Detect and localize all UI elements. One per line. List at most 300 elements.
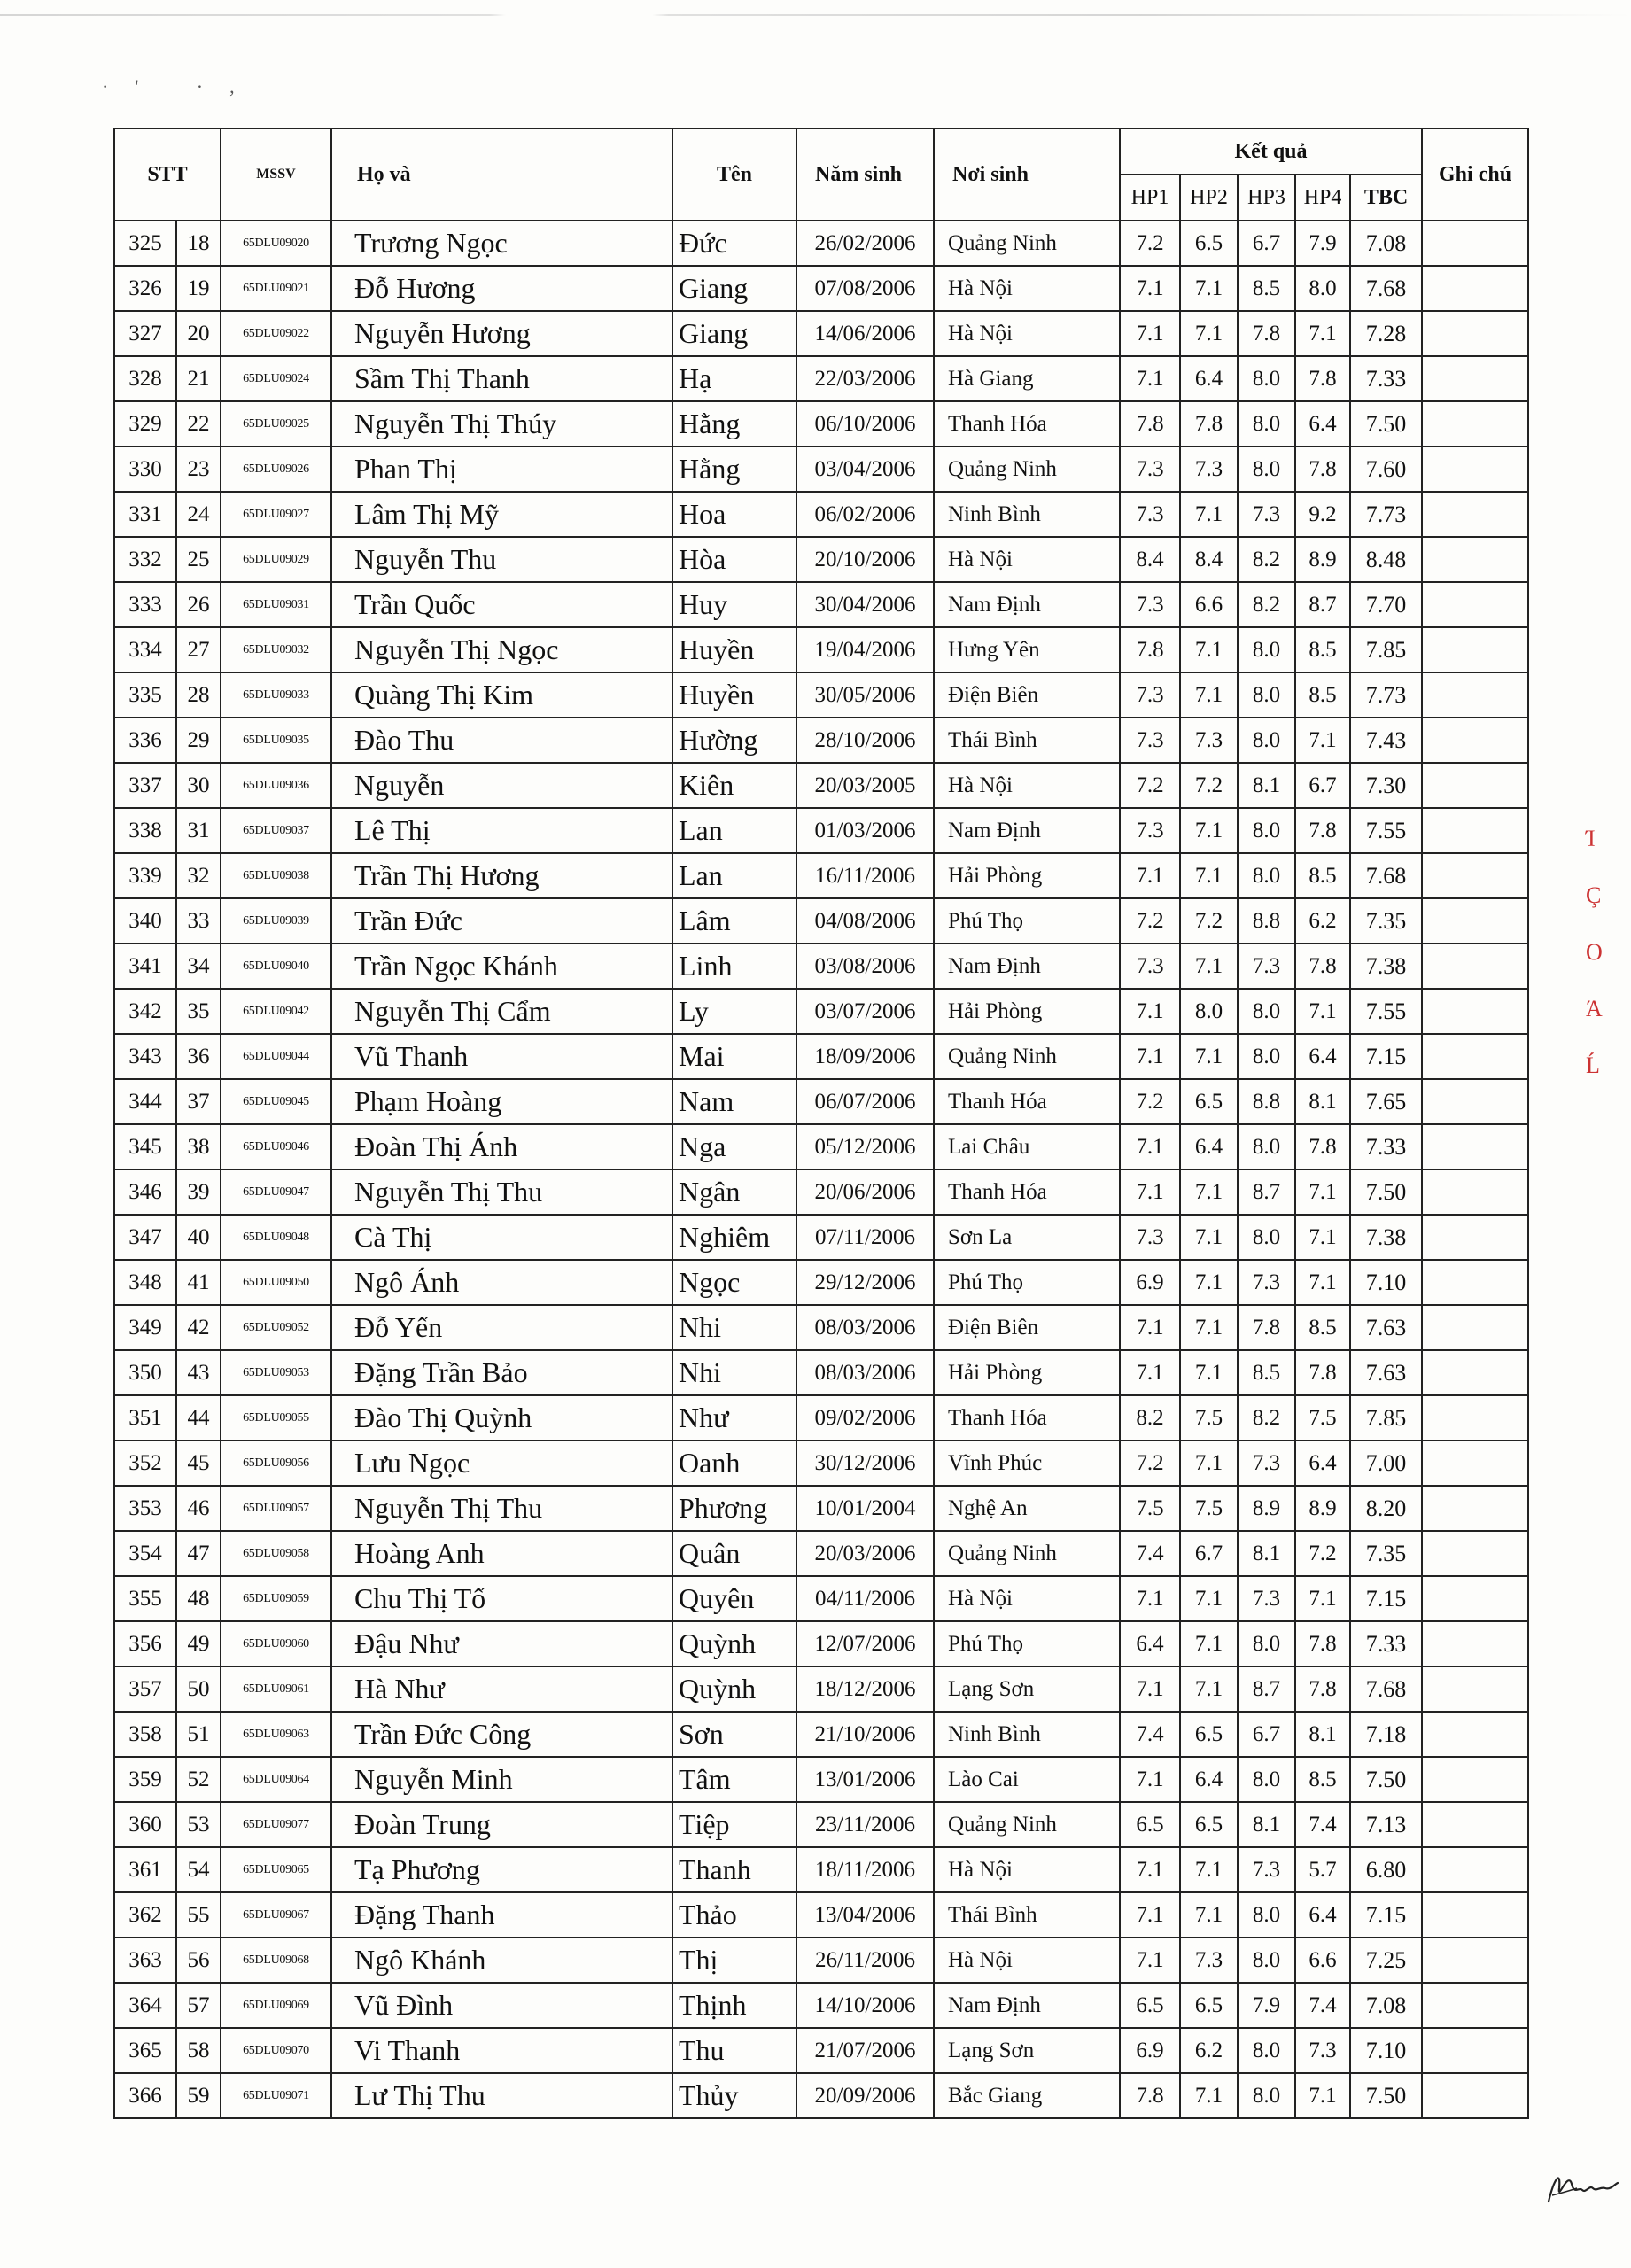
cell-ghi-chu <box>1422 763 1528 808</box>
cell-ho-va: Nguyễn Thu <box>331 537 672 582</box>
cell-mssv: 65DLU09046 <box>221 1124 331 1169</box>
cell-ten: Thu <box>672 2028 796 2073</box>
cell-hp3: 8.0 <box>1238 447 1295 492</box>
cell-hp4: 8.1 <box>1295 1712 1350 1757</box>
cell-ho-va: Ngô Khánh <box>331 1938 672 1983</box>
cell-mssv: 65DLU09059 <box>221 1576 331 1621</box>
cell-ten: Ngân <box>672 1169 796 1215</box>
cell-noi-sinh: Hà Nội <box>934 1938 1120 1983</box>
cell-hp3: 8.7 <box>1238 1666 1295 1712</box>
cell-mssv: 65DLU09021 <box>221 266 331 311</box>
cell-hp1: 7.8 <box>1120 627 1180 672</box>
cell-hp4: 8.5 <box>1295 1305 1350 1350</box>
cell-hp1: 7.1 <box>1120 1892 1180 1938</box>
cell-hp3: 8.1 <box>1238 763 1295 808</box>
cell-tbc: 7.60 <box>1350 447 1422 492</box>
cell-mssv: 65DLU09065 <box>221 1847 331 1892</box>
table-row <box>114 1215 1528 1260</box>
table-row <box>114 1892 1528 1938</box>
cell-nam-sinh: 03/04/2006 <box>796 447 934 492</box>
cell-tbc: 7.68 <box>1350 266 1422 311</box>
cell-noi-sinh: Quảng Ninh <box>934 1531 1120 1576</box>
cell-noi-sinh: Phú Thọ <box>934 1621 1120 1666</box>
cell-hp4: 7.1 <box>1295 718 1350 763</box>
cell-tbc: 7.33 <box>1350 1621 1422 1666</box>
cell-ho-va: Đặng Thanh <box>331 1892 672 1938</box>
cell-index: 51 <box>176 1712 221 1757</box>
cell-ghi-chu <box>1422 672 1528 718</box>
cell-ho-va: Trần Đức Công <box>331 1712 672 1757</box>
cell-noi-sinh: Hà Nội <box>934 537 1120 582</box>
cell-ho-va: Đoàn Trung <box>331 1802 672 1847</box>
cell-tbc: 7.10 <box>1350 2028 1422 2073</box>
cell-hp2: 6.5 <box>1180 1802 1238 1847</box>
cell-ho-va: Nguyễn Thị Thúy <box>331 401 672 447</box>
cell-hp3: 8.0 <box>1238 989 1295 1034</box>
cell-index: 54 <box>176 1847 221 1892</box>
cell-index: 27 <box>176 627 221 672</box>
cell-mssv: 65DLU09058 <box>221 1531 331 1576</box>
table-row <box>114 627 1528 672</box>
cell-noi-sinh: Phú Thọ <box>934 1260 1120 1305</box>
table-row <box>114 1621 1528 1666</box>
cell-stt: 345 <box>114 1124 176 1169</box>
cell-nam-sinh: 19/04/2006 <box>796 627 934 672</box>
cell-hp1: 7.1 <box>1120 266 1180 311</box>
cell-ten: Nhi <box>672 1350 796 1395</box>
cell-hp2: 6.7 <box>1180 1531 1238 1576</box>
cell-ghi-chu <box>1422 447 1528 492</box>
cell-stt: 337 <box>114 763 176 808</box>
cell-index: 49 <box>176 1621 221 1666</box>
cell-tbc: 7.38 <box>1350 944 1422 989</box>
cell-index: 37 <box>176 1079 221 1124</box>
cell-stt: 348 <box>114 1260 176 1305</box>
cell-noi-sinh: Thanh Hóa <box>934 401 1120 447</box>
cell-ghi-chu <box>1422 311 1528 356</box>
cell-hp1: 7.4 <box>1120 1712 1180 1757</box>
cell-tbc: 7.15 <box>1350 1892 1422 1938</box>
table-row <box>114 808 1528 853</box>
cell-hp2: 7.1 <box>1180 672 1238 718</box>
cell-hp2: 6.2 <box>1180 2028 1238 2073</box>
cell-nam-sinh: 01/03/2006 <box>796 808 934 853</box>
cell-hp1: 7.2 <box>1120 1079 1180 1124</box>
cell-mssv: 65DLU09060 <box>221 1621 331 1666</box>
cell-mssv: 65DLU09047 <box>221 1169 331 1215</box>
cell-nam-sinh: 30/04/2006 <box>796 582 934 627</box>
cell-stt: 346 <box>114 1169 176 1215</box>
cell-hp4: 7.5 <box>1295 1395 1350 1441</box>
cell-index: 57 <box>176 1983 221 2028</box>
cell-hp3: 8.0 <box>1238 1034 1295 1079</box>
header-hp4: HP4 <box>1295 175 1350 221</box>
cell-hp4: 7.8 <box>1295 356 1350 401</box>
cell-hp3: 8.0 <box>1238 1124 1295 1169</box>
table-row <box>114 853 1528 898</box>
table-row <box>114 401 1528 447</box>
cell-hp2: 7.8 <box>1180 401 1238 447</box>
margin-mark: Ί <box>1586 826 1596 851</box>
cell-nam-sinh: 08/03/2006 <box>796 1305 934 1350</box>
cell-ho-va: Nguyễn Thị Thu <box>331 1169 672 1215</box>
cell-ho-va: Nguyễn Minh <box>331 1757 672 1802</box>
cell-hp1: 7.2 <box>1120 763 1180 808</box>
cell-hp1: 7.8 <box>1120 2073 1180 2118</box>
cell-noi-sinh: Điện Biên <box>934 1305 1120 1350</box>
cell-hp1: 7.1 <box>1120 1034 1180 1079</box>
cell-stt: 357 <box>114 1666 176 1712</box>
cell-index: 48 <box>176 1576 221 1621</box>
cell-index: 33 <box>176 898 221 944</box>
margin-mark: Ά <box>1586 996 1603 1021</box>
cell-ghi-chu <box>1422 1079 1528 1124</box>
cell-hp4: 7.1 <box>1295 311 1350 356</box>
table-row <box>114 2073 1528 2118</box>
cell-ho-va: Đặng Trần Bảo <box>331 1350 672 1395</box>
cell-hp1: 6.9 <box>1120 1260 1180 1305</box>
cell-ghi-chu <box>1422 989 1528 1034</box>
cell-ghi-chu <box>1422 1395 1528 1441</box>
cell-hp1: 7.3 <box>1120 447 1180 492</box>
cell-stt: 360 <box>114 1802 176 1847</box>
cell-hp1: 8.2 <box>1120 1395 1180 1441</box>
cell-hp1: 7.1 <box>1120 1757 1180 1802</box>
cell-stt: 350 <box>114 1350 176 1395</box>
cell-hp3: 8.1 <box>1238 1531 1295 1576</box>
cell-tbc: 7.85 <box>1350 1395 1422 1441</box>
cell-tbc: 7.10 <box>1350 1260 1422 1305</box>
cell-ghi-chu <box>1422 1486 1528 1531</box>
cell-ho-va: Hà Như <box>331 1666 672 1712</box>
cell-index: 50 <box>176 1666 221 1712</box>
cell-ho-va: Nguyễn Thị Cẩm <box>331 989 672 1034</box>
cell-hp2: 7.1 <box>1180 311 1238 356</box>
cell-ghi-chu <box>1422 537 1528 582</box>
cell-nam-sinh: 30/12/2006 <box>796 1441 934 1486</box>
header-ket-qua: Kết quả <box>1120 128 1422 175</box>
table-row <box>114 1034 1528 1079</box>
cell-hp4: 6.4 <box>1295 1892 1350 1938</box>
cell-mssv: 65DLU09071 <box>221 2073 331 2118</box>
cell-tbc: 7.35 <box>1350 1531 1422 1576</box>
cell-hp2: 7.1 <box>1180 266 1238 311</box>
cell-noi-sinh: Lào Cai <box>934 1757 1120 1802</box>
cell-hp4: 7.8 <box>1295 1621 1350 1666</box>
cell-mssv: 65DLU09057 <box>221 1486 331 1531</box>
cell-ho-va: Vi Thanh <box>331 2028 672 2073</box>
cell-ten: Đức <box>672 221 796 266</box>
cell-nam-sinh: 08/03/2006 <box>796 1350 934 1395</box>
cell-hp4: 7.1 <box>1295 1215 1350 1260</box>
cell-nam-sinh: 06/02/2006 <box>796 492 934 537</box>
table-row <box>114 221 1528 266</box>
cell-hp4: 7.8 <box>1295 1666 1350 1712</box>
cell-mssv: 65DLU09068 <box>221 1938 331 1983</box>
cell-hp4: 8.1 <box>1295 1079 1350 1124</box>
cell-ghi-chu <box>1422 582 1528 627</box>
cell-nam-sinh: 22/03/2006 <box>796 356 934 401</box>
cell-ho-va: Trần Thị Hương <box>331 853 672 898</box>
cell-ten: Hường <box>672 718 796 763</box>
cell-nam-sinh: 03/07/2006 <box>796 989 934 1034</box>
cell-stt: 339 <box>114 853 176 898</box>
cell-hp3: 8.0 <box>1238 1757 1295 1802</box>
cell-noi-sinh: Hưng Yên <box>934 627 1120 672</box>
cell-index: 22 <box>176 401 221 447</box>
cell-hp2: 7.1 <box>1180 1260 1238 1305</box>
cell-hp2: 7.5 <box>1180 1395 1238 1441</box>
table-row <box>114 989 1528 1034</box>
header-stt: STT <box>114 128 221 221</box>
table-row <box>114 1260 1528 1305</box>
cell-ghi-chu <box>1422 1124 1528 1169</box>
margin-mark: Ĺ <box>1586 1052 1600 1078</box>
cell-hp3: 8.2 <box>1238 1395 1295 1441</box>
cell-ho-va: Hoàng Anh <box>331 1531 672 1576</box>
cell-hp1: 6.5 <box>1120 1983 1180 2028</box>
table-row <box>114 718 1528 763</box>
cell-ten: Giang <box>672 266 796 311</box>
cell-index: 28 <box>176 672 221 718</box>
cell-nam-sinh: 20/03/2005 <box>796 763 934 808</box>
cell-index: 19 <box>176 266 221 311</box>
cell-nam-sinh: 06/07/2006 <box>796 1079 934 1124</box>
cell-hp4: 6.4 <box>1295 1034 1350 1079</box>
cell-tbc: 7.50 <box>1350 401 1422 447</box>
cell-mssv: 65DLU09048 <box>221 1215 331 1260</box>
cell-tbc: 6.80 <box>1350 1847 1422 1892</box>
cell-ten: Huy <box>672 582 796 627</box>
cell-hp3: 8.0 <box>1238 808 1295 853</box>
cell-mssv: 65DLU09040 <box>221 944 331 989</box>
cell-hp3: 8.0 <box>1238 718 1295 763</box>
cell-hp3: 8.2 <box>1238 537 1295 582</box>
cell-hp2: 7.1 <box>1180 808 1238 853</box>
cell-tbc: 7.63 <box>1350 1350 1422 1395</box>
cell-ten: Lan <box>672 808 796 853</box>
cell-ho-va: Quàng Thị Kim <box>331 672 672 718</box>
cell-noi-sinh: Ninh Bình <box>934 492 1120 537</box>
cell-noi-sinh: Nam Định <box>934 808 1120 853</box>
cell-tbc: 7.35 <box>1350 898 1422 944</box>
cell-noi-sinh: Phú Thọ <box>934 898 1120 944</box>
cell-stt: 329 <box>114 401 176 447</box>
cell-nam-sinh: 20/09/2006 <box>796 2073 934 2118</box>
cell-ghi-chu <box>1422 853 1528 898</box>
cell-ghi-chu <box>1422 221 1528 266</box>
cell-stt: 326 <box>114 266 176 311</box>
cell-hp3: 8.1 <box>1238 1802 1295 1847</box>
cell-noi-sinh: Quảng Ninh <box>934 221 1120 266</box>
cell-mssv: 65DLU09031 <box>221 582 331 627</box>
cell-tbc: 7.33 <box>1350 356 1422 401</box>
table-row <box>114 1983 1528 2028</box>
cell-hp1: 7.3 <box>1120 1215 1180 1260</box>
table-row <box>114 492 1528 537</box>
cell-nam-sinh: 29/12/2006 <box>796 1260 934 1305</box>
cell-ten: Hạ <box>672 356 796 401</box>
cell-noi-sinh: Quảng Ninh <box>934 447 1120 492</box>
cell-ghi-chu <box>1422 1215 1528 1260</box>
cell-tbc: 7.73 <box>1350 492 1422 537</box>
cell-hp4: 8.9 <box>1295 1486 1350 1531</box>
cell-noi-sinh: Hà Nội <box>934 763 1120 808</box>
cell-ten: Thảo <box>672 1892 796 1938</box>
cell-hp4: 6.2 <box>1295 898 1350 944</box>
cell-mssv: 65DLU09029 <box>221 537 331 582</box>
cell-nam-sinh: 05/12/2006 <box>796 1124 934 1169</box>
results-table <box>113 128 1529 2119</box>
cell-hp3: 8.5 <box>1238 266 1295 311</box>
cell-ho-va: Tạ Phương <box>331 1847 672 1892</box>
cell-hp3: 8.0 <box>1238 1892 1295 1938</box>
table-row <box>114 1395 1528 1441</box>
cell-noi-sinh: Quảng Ninh <box>934 1802 1120 1847</box>
cell-ten: Như <box>672 1395 796 1441</box>
cell-tbc: 7.50 <box>1350 2073 1422 2118</box>
table-row <box>114 1305 1528 1350</box>
cell-tbc: 7.73 <box>1350 672 1422 718</box>
cell-hp3: 8.8 <box>1238 1079 1295 1124</box>
cell-noi-sinh: Thái Bình <box>934 718 1120 763</box>
cell-hp3: 8.0 <box>1238 853 1295 898</box>
cell-mssv: 65DLU09077 <box>221 1802 331 1847</box>
cell-ten: Nghiêm <box>672 1215 796 1260</box>
cell-mssv: 65DLU09069 <box>221 1983 331 2028</box>
cell-index: 35 <box>176 989 221 1034</box>
cell-ghi-chu <box>1422 1305 1528 1350</box>
cell-ten: Hòa <box>672 537 796 582</box>
cell-nam-sinh: 18/12/2006 <box>796 1666 934 1712</box>
cell-hp1: 7.1 <box>1120 1169 1180 1215</box>
cell-stt: 333 <box>114 582 176 627</box>
cell-stt: 365 <box>114 2028 176 2073</box>
cell-ghi-chu <box>1422 1892 1528 1938</box>
cell-ten: Ngọc <box>672 1260 796 1305</box>
cell-stt: 361 <box>114 1847 176 1892</box>
cell-hp3: 8.0 <box>1238 627 1295 672</box>
table-body <box>114 221 1528 2118</box>
cell-stt: 366 <box>114 2073 176 2118</box>
cell-hp4: 7.4 <box>1295 1802 1350 1847</box>
cell-mssv: 65DLU09039 <box>221 898 331 944</box>
cell-ten: Tâm <box>672 1757 796 1802</box>
cell-index: 38 <box>176 1124 221 1169</box>
cell-tbc: 7.28 <box>1350 311 1422 356</box>
cell-hp2: 6.6 <box>1180 582 1238 627</box>
cell-hp4: 6.7 <box>1295 763 1350 808</box>
cell-tbc: 7.50 <box>1350 1169 1422 1215</box>
cell-mssv: 65DLU09020 <box>221 221 331 266</box>
cell-index: 30 <box>176 763 221 808</box>
cell-ten: Thanh <box>672 1847 796 1892</box>
cell-ten: Lan <box>672 853 796 898</box>
cell-stt: 351 <box>114 1395 176 1441</box>
table-row <box>114 1802 1528 1847</box>
cell-noi-sinh: Nam Định <box>934 582 1120 627</box>
cell-ghi-chu <box>1422 1621 1528 1666</box>
table-row <box>114 1576 1528 1621</box>
cell-index: 45 <box>176 1441 221 1486</box>
header-noi-sinh: Nơi sinh <box>934 128 1120 221</box>
cell-hp1: 6.4 <box>1120 1621 1180 1666</box>
cell-hp1: 6.5 <box>1120 1802 1180 1847</box>
cell-mssv: 65DLU09064 <box>221 1757 331 1802</box>
cell-ten: Nam <box>672 1079 796 1124</box>
cell-hp2: 6.5 <box>1180 1712 1238 1757</box>
cell-stt: 328 <box>114 356 176 401</box>
cell-tbc: 7.43 <box>1350 718 1422 763</box>
cell-hp1: 7.3 <box>1120 492 1180 537</box>
cell-ho-va: Lê Thị <box>331 808 672 853</box>
cell-index: 26 <box>176 582 221 627</box>
cell-hp4: 7.8 <box>1295 808 1350 853</box>
cell-tbc: 7.33 <box>1350 1124 1422 1169</box>
cell-ten: Hằng <box>672 447 796 492</box>
cell-stt: 354 <box>114 1531 176 1576</box>
cell-stt: 342 <box>114 989 176 1034</box>
table-row <box>114 1712 1528 1757</box>
cell-hp3: 8.0 <box>1238 1938 1295 1983</box>
cell-tbc: 7.68 <box>1350 853 1422 898</box>
cell-hp2: 7.5 <box>1180 1486 1238 1531</box>
cell-stt: 355 <box>114 1576 176 1621</box>
cell-noi-sinh: Điện Biên <box>934 672 1120 718</box>
header-ten: Tên <box>672 128 796 221</box>
cell-ghi-chu <box>1422 492 1528 537</box>
cell-nam-sinh: 12/07/2006 <box>796 1621 934 1666</box>
cell-tbc: 7.18 <box>1350 1712 1422 1757</box>
cell-ten: Oanh <box>672 1441 796 1486</box>
cell-ho-va: Đỗ Hương <box>331 266 672 311</box>
cell-hp1: 7.2 <box>1120 898 1180 944</box>
cell-ho-va: Lưu Ngọc <box>331 1441 672 1486</box>
cell-tbc: 8.48 <box>1350 537 1422 582</box>
cell-nam-sinh: 07/11/2006 <box>796 1215 934 1260</box>
table-row <box>114 1531 1528 1576</box>
cell-ghi-chu <box>1422 1938 1528 1983</box>
cell-hp1: 7.1 <box>1120 1666 1180 1712</box>
cell-stt: 330 <box>114 447 176 492</box>
cell-nam-sinh: 30/05/2006 <box>796 672 934 718</box>
cell-ho-va: Cà Thị <box>331 1215 672 1260</box>
cell-ghi-chu <box>1422 808 1528 853</box>
cell-mssv: 65DLU09044 <box>221 1034 331 1079</box>
cell-ten: Thị <box>672 1938 796 1983</box>
cell-hp4: 7.1 <box>1295 1576 1350 1621</box>
cell-mssv: 65DLU09045 <box>221 1079 331 1124</box>
cell-ghi-chu <box>1422 1666 1528 1712</box>
cell-nam-sinh: 04/11/2006 <box>796 1576 934 1621</box>
cell-hp4: 5.7 <box>1295 1847 1350 1892</box>
cell-ghi-chu <box>1422 2028 1528 2073</box>
cell-hp1: 7.2 <box>1120 221 1180 266</box>
table-row <box>114 1847 1528 1892</box>
cell-ho-va: Nguyễn Hương <box>331 311 672 356</box>
cell-ho-va: Đào Thị Quỳnh <box>331 1395 672 1441</box>
cell-index: 29 <box>176 718 221 763</box>
cell-stt: 352 <box>114 1441 176 1486</box>
cell-ho-va: Trương Ngọc <box>331 221 672 266</box>
cell-ten: Quân <box>672 1531 796 1576</box>
cell-ten: Quỳnh <box>672 1666 796 1712</box>
cell-tbc: 7.85 <box>1350 627 1422 672</box>
header-hp2: HP2 <box>1180 175 1238 221</box>
cell-ten: Phương <box>672 1486 796 1531</box>
cell-hp1: 7.1 <box>1120 1938 1180 1983</box>
scan-specks: ·' ·, <box>102 75 261 97</box>
